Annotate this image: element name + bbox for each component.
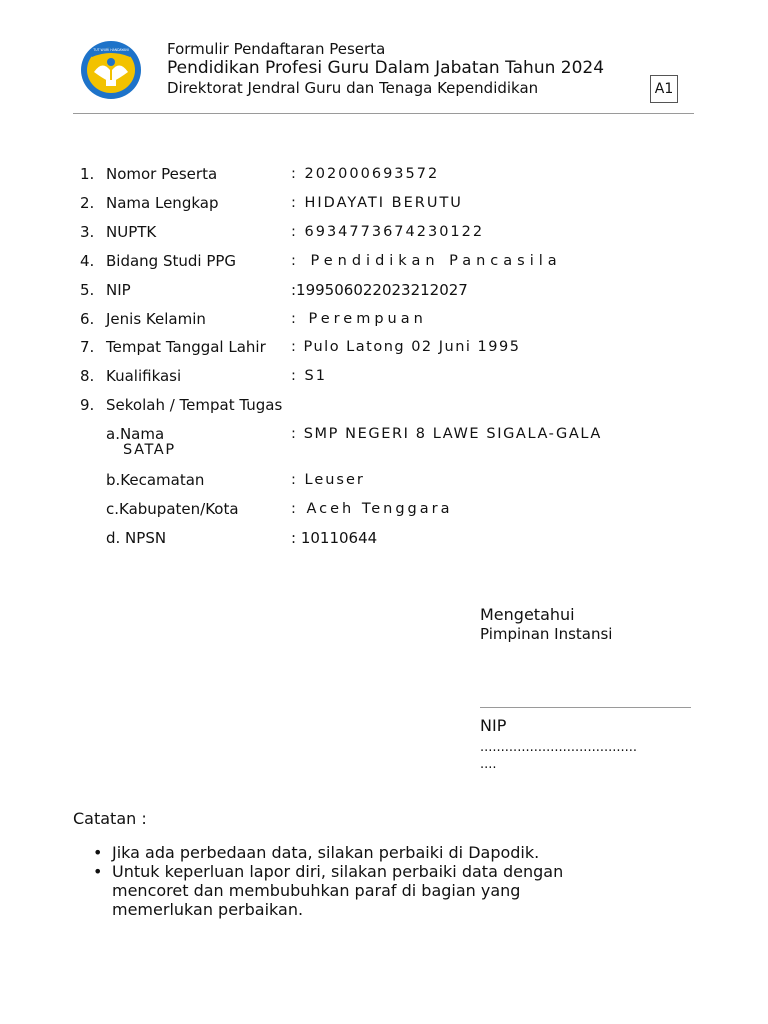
field-label: NUPTK bbox=[106, 223, 157, 241]
signature-line bbox=[480, 707, 691, 708]
npsn-label: d. NPSN bbox=[106, 529, 167, 547]
field-number: 3. bbox=[80, 223, 95, 241]
field-label: Tempat Tanggal Lahir bbox=[106, 338, 266, 356]
kabupaten-label: c.Kabupaten/Kota bbox=[106, 500, 239, 518]
field-label: NIP bbox=[106, 281, 131, 299]
npsn-value: : 10110644 bbox=[291, 529, 378, 547]
signature-nip-dots-continued: .... bbox=[480, 757, 497, 772]
signature-nip-label: NIP bbox=[480, 716, 507, 735]
field-value: : 6934773674230122 bbox=[291, 224, 485, 240]
field-number: 4. bbox=[80, 252, 95, 270]
field-number: 1. bbox=[80, 165, 95, 183]
note-text: Jika ada perbedaan data, silakan perbaiki di Dapodik. bbox=[112, 843, 540, 862]
field-value: : Pulo Latong 02 Juni 1995 bbox=[291, 339, 521, 355]
field-number: 7. bbox=[80, 338, 95, 356]
program-title: Pendidikan Profesi Guru Dalam Jabatan Tahun 2024 bbox=[167, 58, 605, 78]
school-name-value-continued: SATAP bbox=[123, 442, 176, 458]
field-label: Nomor Peserta bbox=[106, 165, 218, 183]
tut-wuri-handayani-logo-icon bbox=[80, 40, 142, 100]
field-number: 2. bbox=[80, 194, 95, 212]
field-value: :199506022023212027 bbox=[291, 281, 468, 299]
list-item bbox=[93, 862, 593, 919]
notes-heading: Catatan : bbox=[73, 809, 147, 828]
signature-nip-dots: ...................................... bbox=[480, 740, 638, 755]
school-name-value: : SMP NEGERI 8 LAWE SIGALA-GALA bbox=[291, 426, 602, 442]
field-value: : HIDAYATI BERUTU bbox=[291, 195, 463, 211]
directorate-title: Direktorat Jendral Guru dan Tenaga Kependidikan bbox=[167, 79, 539, 97]
field-label: Nama Lengkap bbox=[106, 194, 219, 212]
kabupaten-value: : Aceh Tenggara bbox=[291, 501, 453, 517]
note-text: Untuk keperluan lapor diri, silakan perbaiki data dengan mencoret dan membubuhkan paraf di bagian yang memerlukan perbaikan. bbox=[112, 862, 564, 919]
field-value: : S1 bbox=[291, 368, 327, 384]
logo-text: TUT WURI HANDAYANI bbox=[93, 48, 129, 52]
kecamatan-value: : Leuser bbox=[291, 472, 365, 488]
field-number: 8. bbox=[80, 367, 95, 385]
form-title: Formulir Pendaftaran Peserta bbox=[167, 40, 386, 58]
signature-heading: Mengetahui bbox=[480, 605, 575, 624]
field-value: : Perempuan bbox=[291, 311, 427, 327]
field-value: : Pendidikan Pancasila bbox=[291, 253, 562, 269]
field-value: : 202000693572 bbox=[291, 166, 440, 182]
signature-role: Pimpinan Instansi bbox=[480, 625, 613, 643]
list-item bbox=[93, 843, 593, 862]
school-name-label: a.Nama bbox=[106, 425, 165, 443]
header-divider bbox=[73, 113, 694, 114]
kecamatan-label: b.Kecamatan bbox=[106, 471, 205, 489]
bullet-icon: • bbox=[93, 843, 103, 862]
field-label: Bidang Studi PPG bbox=[106, 252, 237, 270]
bullet-icon: • bbox=[93, 862, 103, 881]
field-number: 6. bbox=[80, 310, 95, 328]
field-label: Sekolah / Tempat Tugas bbox=[106, 396, 283, 414]
field-label: Jenis Kelamin bbox=[106, 310, 206, 328]
field-number: 5. bbox=[80, 281, 95, 299]
field-number: 9. bbox=[80, 396, 95, 414]
notes-list bbox=[93, 843, 593, 919]
form-code-badge: A1 bbox=[650, 75, 678, 103]
field-label: Kualifikasi bbox=[106, 367, 182, 385]
